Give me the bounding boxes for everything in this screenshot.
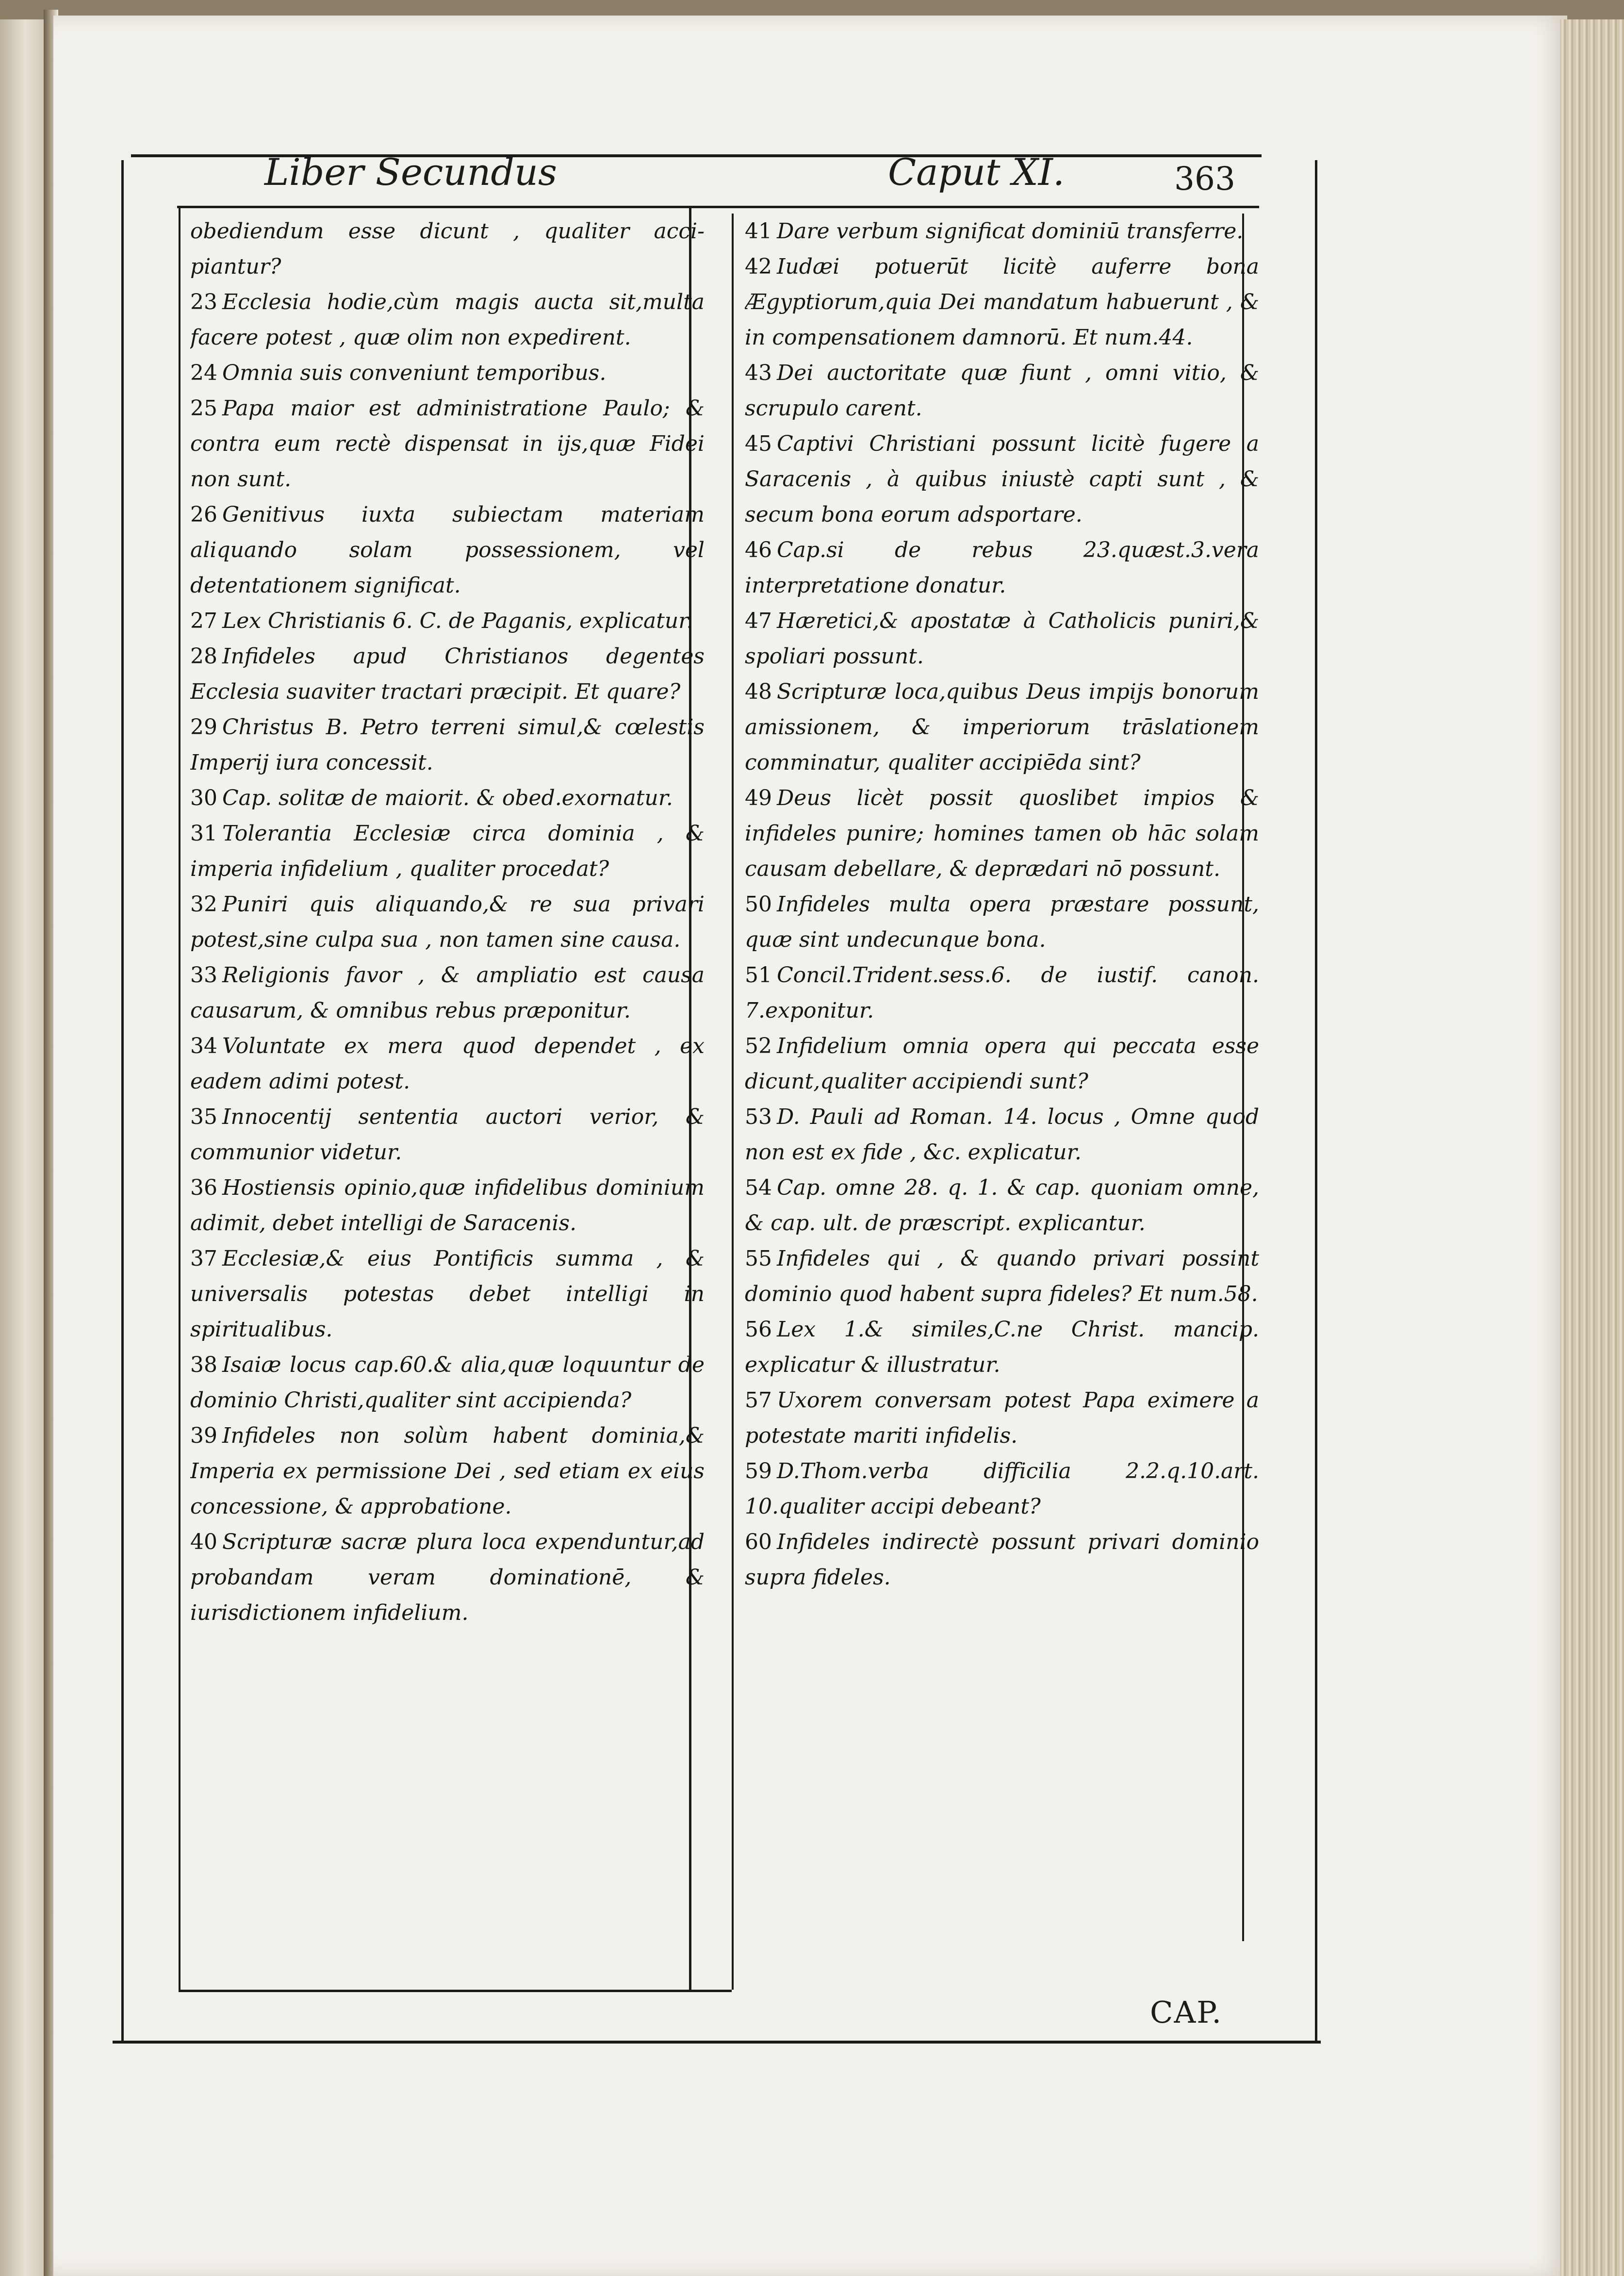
entry-text: Isaiæ locus cap.60.& alia,quæ loquuntur de dominio Christi,qualiter sint accipienda? bbox=[190, 1352, 705, 1413]
entry-number: 39 bbox=[190, 1423, 217, 1448]
entry-number: 36 bbox=[190, 1175, 217, 1200]
column-divider-right bbox=[732, 214, 734, 1990]
entry-text: Infideles multa opera præstare possunt, quæ sint undecunque bona. bbox=[745, 892, 1259, 952]
index-entry bbox=[190, 391, 705, 497]
entry-text: Christus B. Petro terreni simul,& cœlestis Imperij iura concessit. bbox=[190, 715, 705, 775]
entry-number: 49 bbox=[745, 786, 772, 810]
running-head-right: Caput XI. bbox=[888, 150, 1065, 194]
index-entry bbox=[190, 816, 705, 887]
entry-text: Infideles non solùm habent dominia,& Imperia ex permissione Dei , sed etiam ex eius concessione, & approbatione. bbox=[190, 1423, 705, 1519]
index-entry bbox=[190, 1241, 705, 1347]
frame-rule-top bbox=[177, 206, 1259, 208]
frame-rule-right-outer bbox=[1315, 160, 1317, 2043]
entry-number: 41 bbox=[745, 219, 772, 244]
index-entry bbox=[745, 1453, 1259, 1524]
frame-rule-left-inner bbox=[179, 206, 180, 1992]
entry-number: 30 bbox=[190, 786, 217, 810]
index-entry bbox=[190, 1524, 705, 1631]
entry-number: 29 bbox=[190, 715, 217, 740]
entry-number: 59 bbox=[745, 1459, 772, 1484]
index-entry bbox=[190, 1347, 705, 1418]
entry-text: Cap.si de rebus 23.quæst.3.vera interpretatione donatur. bbox=[745, 538, 1259, 598]
entry-text: Captivi Christiani possunt licitè fugere a Saracenis , à quibus iniustè capti sunt , & secum bona eorum adsportare. bbox=[745, 431, 1259, 527]
entry-number: 27 bbox=[190, 609, 217, 633]
entry-number: 38 bbox=[190, 1352, 217, 1377]
entry-number: 25 bbox=[190, 396, 217, 421]
index-column-right bbox=[745, 214, 1259, 1931]
entry-number: 56 bbox=[745, 1317, 772, 1342]
facing-page-edge bbox=[0, 19, 46, 2276]
entry-number: 55 bbox=[745, 1246, 772, 1271]
entry-number: 32 bbox=[190, 892, 217, 917]
entry-text: Concil.Trident.sess.6. de iustif. canon. 7.exponitur. bbox=[745, 963, 1259, 1023]
entry-text: Scripturæ sacræ plura loca expenduntur,ad probandam veram dominationē, & iurisdictionem infidelium. bbox=[190, 1530, 705, 1625]
frame-rule-inner-bottom bbox=[179, 1990, 732, 1992]
page-edges bbox=[1560, 19, 1624, 2276]
index-entry bbox=[190, 284, 705, 355]
entry-number: 60 bbox=[745, 1530, 772, 1554]
entry-text: Ecclesiæ,& eius Pontificis summa , & universalis potestas debet intelligi in spiritualibus. bbox=[190, 1246, 705, 1342]
index-entry bbox=[745, 603, 1259, 674]
index-entry bbox=[745, 1383, 1259, 1453]
index-entry bbox=[745, 1312, 1259, 1383]
continuation-text: obediendum esse dicunt , qualiter acci-piantur? bbox=[190, 219, 705, 279]
index-entry bbox=[190, 497, 705, 603]
entry-number: 28 bbox=[190, 644, 217, 669]
entry-number: 42 bbox=[745, 254, 772, 279]
entry-text: Puniri quis aliquando,& re sua privari potest,sine culpa sua , non tamen sine causa. bbox=[190, 892, 705, 952]
index-entry bbox=[745, 214, 1259, 249]
entry-text: Lex 1.& similes,C.ne Christ. mancip. explicatur & illustratur. bbox=[745, 1317, 1259, 1377]
entry-text: Genitivus iuxta subiectam materiam aliquando solam possessionem, vel detentationem significat. bbox=[190, 502, 705, 598]
entry-text: Hæretici,& apostatæ à Catholicis puniri,& spoliari possunt. bbox=[745, 609, 1259, 669]
entry-text: Innocentij sententia auctori verior, & communior videtur. bbox=[190, 1105, 705, 1165]
index-entry bbox=[190, 603, 705, 639]
entry-number: 40 bbox=[190, 1530, 217, 1554]
index-entry bbox=[190, 957, 705, 1028]
entry-text: Iudæi potuerūt licitè auferre bona Ægyptiorum,quia Dei mandatum habuerunt , & in compensationem damnorū. Et num.44. bbox=[745, 254, 1259, 350]
entry-number: 50 bbox=[745, 892, 772, 917]
index-entry bbox=[190, 1099, 705, 1170]
entry-number: 46 bbox=[745, 538, 772, 562]
entry-number: 51 bbox=[745, 963, 772, 988]
entry-number: 23 bbox=[190, 290, 217, 314]
entry-text: Dei auctoritate quæ fiunt , omni vitio, & scrupulo carent. bbox=[745, 361, 1259, 421]
index-column-left bbox=[190, 214, 705, 1980]
entry-text: Ecclesia hodie,cùm magis aucta sit,multa facere potest , quæ olim non expedirent. bbox=[190, 290, 705, 350]
entry-text: Infideles apud Christianos degentes Ecclesia suaviter tractari præcipit. Et quare? bbox=[190, 644, 705, 704]
entry-text: Lex Christianis 6. C. de Paganis, explicatur. bbox=[222, 609, 693, 633]
frame-rule-bottom bbox=[113, 2041, 1321, 2044]
index-entry bbox=[190, 639, 705, 709]
index-entry bbox=[745, 887, 1259, 957]
entry-number: 35 bbox=[190, 1105, 217, 1129]
entry-text: Cap. omne 28. q. 1. & cap. quoniam omne, & cap. ult. de præscript. explicantur. bbox=[745, 1175, 1259, 1236]
index-entry bbox=[745, 532, 1259, 603]
index-entry bbox=[745, 355, 1259, 426]
entry-number: 31 bbox=[190, 821, 217, 846]
entry-text: Infidelium omnia opera qui peccata esse dicunt,qualiter accipiendi sunt? bbox=[745, 1034, 1259, 1094]
entry-number: 52 bbox=[745, 1034, 772, 1058]
index-entry bbox=[190, 1028, 705, 1099]
entry-number: 54 bbox=[745, 1175, 772, 1200]
entry-text: Papa maior est administratione Paulo; & contra eum rectè dispensat in ijs,quæ Fidei non sunt. bbox=[190, 396, 705, 492]
index-entry bbox=[190, 780, 705, 816]
index-entry bbox=[190, 355, 705, 391]
index-entry bbox=[190, 1418, 705, 1524]
catchword: CAP. bbox=[1150, 1995, 1223, 2030]
index-entry bbox=[190, 709, 705, 780]
page-number: 363 bbox=[1174, 160, 1235, 198]
index-entry bbox=[745, 1241, 1259, 1312]
entry-text: Hostiensis opinio,quæ infidelibus dominium adimit, debet intelligi de Saracenis. bbox=[190, 1175, 705, 1236]
entry-number: 37 bbox=[190, 1246, 217, 1271]
entry-text: D. Pauli ad Roman. 14. locus , Omne quod non est ex fide , &c. explicatur. bbox=[745, 1105, 1259, 1165]
entry-text: Cap. solitæ de maiorit. & obed.exornatur. bbox=[222, 786, 673, 810]
index-entry bbox=[745, 249, 1259, 355]
index-entry bbox=[745, 426, 1259, 532]
index-entry bbox=[745, 1028, 1259, 1099]
entry-text: Omnia suis conveniunt temporibus. bbox=[222, 361, 607, 385]
index-entry bbox=[190, 1170, 705, 1241]
entry-number: 47 bbox=[745, 609, 772, 633]
entry-number: 53 bbox=[745, 1105, 772, 1129]
entry-text: Religionis favor , & ampliatio est causa causarum, & omnibus rebus præponitur. bbox=[190, 963, 705, 1023]
entry-number: 33 bbox=[190, 963, 217, 988]
index-entry bbox=[745, 1170, 1259, 1241]
entry-number: 26 bbox=[190, 502, 217, 527]
index-entry bbox=[190, 887, 705, 957]
index-entry bbox=[745, 674, 1259, 780]
index-entry bbox=[745, 1099, 1259, 1170]
entry-number: 57 bbox=[745, 1388, 772, 1413]
entry-text: Tolerantia Ecclesiæ circa dominia , & imperia infidelium , qualiter procedat? bbox=[190, 821, 705, 881]
entry-text: Infideles qui , & quando privari possint dominio quod habent supra fideles? Et num.58. bbox=[745, 1246, 1259, 1306]
index-entry bbox=[745, 780, 1259, 887]
entry-number: 34 bbox=[190, 1034, 217, 1058]
frame-rule-left-outer bbox=[121, 160, 124, 2043]
entry-text: Infideles indirectè possunt privari dominio supra fideles. bbox=[745, 1530, 1259, 1590]
entry-number: 43 bbox=[745, 361, 772, 385]
running-head-left: Liber Secundus bbox=[264, 150, 557, 194]
entry-number: 24 bbox=[190, 361, 217, 385]
entry-number: 48 bbox=[745, 679, 772, 704]
entry-text: Voluntate ex mera quod dependet , ex eadem adimi potest. bbox=[190, 1034, 705, 1094]
entry-text: D.Thom.verba difficilia 2.2.q.10.art. 10.qualiter accipi debeant? bbox=[745, 1459, 1259, 1519]
entry-number: 45 bbox=[745, 431, 772, 456]
entry-text: Scripturæ loca,quibus Deus impijs bonorum amissionem, & imperiorum trāslationem comminatur, qualiter accipiēda sint? bbox=[745, 679, 1259, 775]
entry-text: Uxorem conversam potest Papa eximere a potestate mariti infidelis. bbox=[745, 1388, 1259, 1448]
index-entry bbox=[745, 957, 1259, 1028]
entry-text: Dare verbum significat dominiū transferre. bbox=[777, 219, 1244, 244]
index-entry bbox=[745, 1524, 1259, 1595]
entry-text: Deus licèt possit quoslibet impios & infideles punire; homines tamen ob hāc solam causam debellare, & deprædari nō possunt. bbox=[745, 786, 1259, 881]
